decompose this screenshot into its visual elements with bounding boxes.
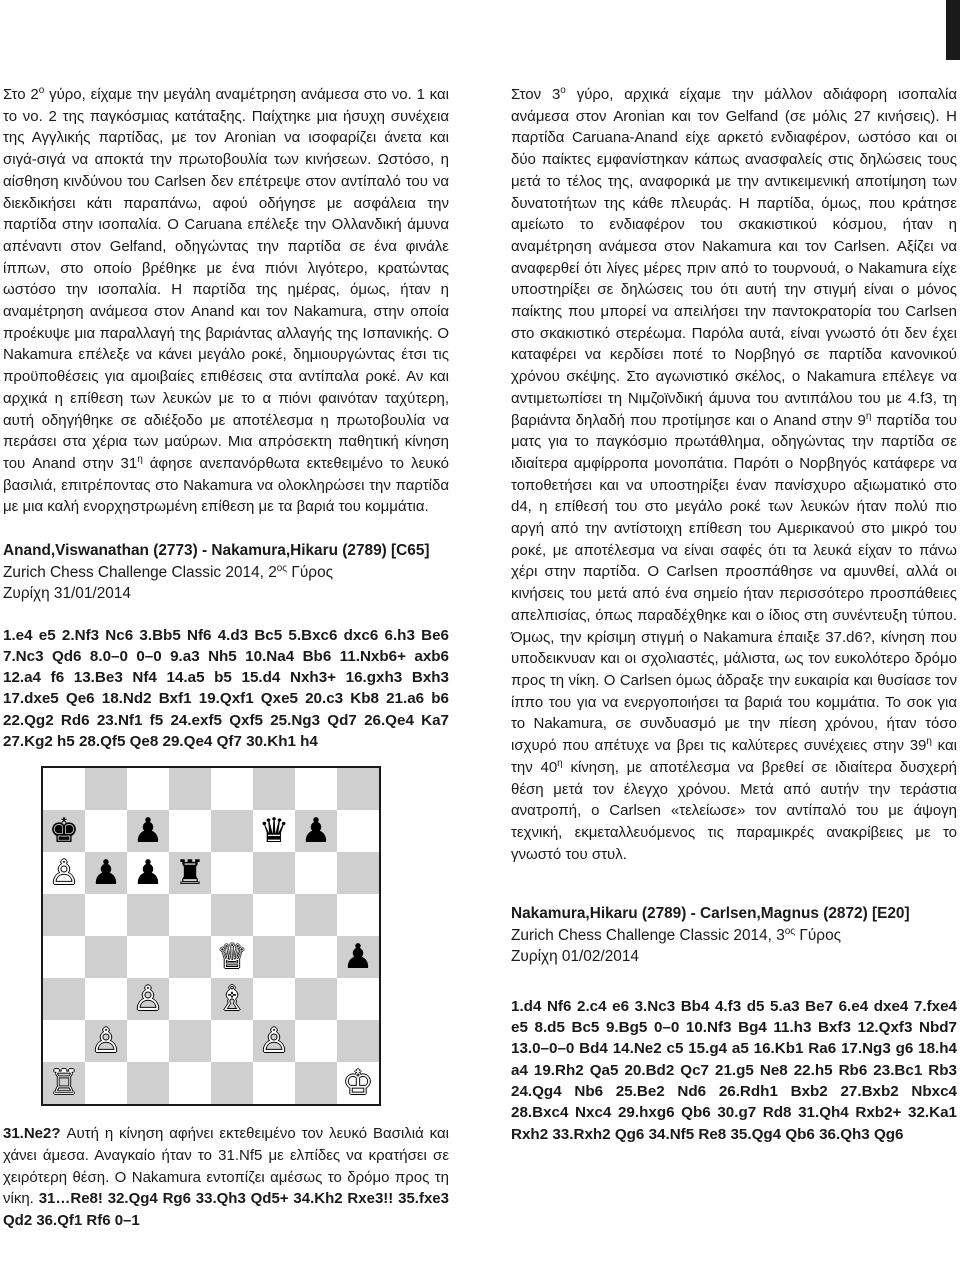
piece-wk-icon: ♔ — [342, 1063, 374, 1104]
square-e3 — [211, 978, 253, 1020]
square-b5 — [85, 894, 127, 936]
square-c4 — [127, 936, 169, 978]
left-column — [3, 84, 449, 1232]
square-b7 — [85, 810, 127, 852]
square-g6 — [295, 852, 337, 894]
square-c8 — [127, 768, 169, 810]
right-column — [511, 84, 957, 1145]
square-g2 — [295, 1020, 337, 1062]
game-moves: 1.d4 Nf6 2.c4 e6 3.Nc3 Bb4 4.f3 d5 5.a3 Be7 6.e4 dxe4 7.fxe4 e5 8.d5 Bc5 9.Bg5 0–0 10.Nf3 Bg4 11.h3 Bxf3 12.Qxf3 Nbd7 13.0–0–0 Bd4 14.Ne2 c5 15.g4 a5 16.Kb1 Ra6 17.Ng3 g6 18.h4 a4 19.Rh2 Qa5 20.Bd2 Qc7 21.g5 Ne8 22.h5 Rb6 23.Bc1 Rb3 24.Qg4 Nb6 25.Be2 Nd6 26.Rdh1 Bxb2 27.Bxb2 Nbxc4 28.Bxc4 Nxc4 29.hxg6 Qb6 30.g7 Rd8 31.Qh4 Rxb2+ 32.Ka1 Rxh2 33.Rxh2 Qg6 34.Nf5 Re8 35.Qg4 Qb6 36.Qh3 Qg6 — [511, 997, 957, 1143]
piece-wp-icon: ♙ — [258, 1021, 290, 1062]
square-d2 — [169, 1020, 211, 1062]
game-header-nakamura-carlsen — [511, 903, 957, 968]
game-moves: 1.e4 e5 2.Nf3 Nc6 3.Bb5 Nf6 4.d3 Bc5 5.Bxc6 dxc6 6.h3 Be6 7.Nc3 Qd6 8.0–0 0–0 9.a3 Nh5 10.Na4 Bb6 11.Nxb6+ axb6 12.a4 f6 13.Be3 Nf4 14.a5 b5 15.d4 Nxh3+ 16.gxh3 Bxh3 17.dxe5 Qe6 18.Nd2 Bxf1 19.Qxf1 Qxe5 20.c3 Kb8 21.a6 b6 22.Qg2 Rd6 23.Nf1 f5 24.exf5 Qxf5 25.Ng3 Qd7 26.Qe4 Ka7 27.Kg2 h5 28.Qf5 Qe8 29.Qe4 Qf7 30.Kh1 h4 — [3, 626, 449, 751]
square-d4 — [169, 936, 211, 978]
square-c2 — [127, 1020, 169, 1062]
square-b4 — [85, 936, 127, 978]
square-d6 — [169, 852, 211, 894]
square-e7 — [211, 810, 253, 852]
square-b3 — [85, 978, 127, 1020]
square-d3 — [169, 978, 211, 1020]
game-header-anand-nakamura — [3, 540, 449, 605]
piece-bp-icon: ♟ — [132, 811, 164, 852]
piece-wr-icon: ♖ — [48, 1063, 80, 1104]
square-h7 — [337, 810, 379, 852]
square-a6 — [43, 852, 85, 894]
square-f8 — [253, 768, 295, 810]
square-f1 — [253, 1062, 295, 1104]
square-h4 — [337, 936, 379, 978]
square-e6 — [211, 852, 253, 894]
square-g5 — [295, 894, 337, 936]
square-g7 — [295, 810, 337, 852]
square-e8 — [211, 768, 253, 810]
game-place-date: Ζυρίχη 31/01/2014 — [3, 585, 131, 603]
square-b8 — [85, 768, 127, 810]
chess-diagram — [41, 766, 449, 1106]
round3-paragraph: Στον $3^o$ γύρο, αρχικά είχαμε την μάλλον αδιάφορη ισοπαλία ανάμεσα στον Aronian και τον Gelfand (σε μόλις 27 κινήσεις). Η παρτίδα Caruana-Anand είχε αρκετό ενδιαφέρον, ωστόσο και οι δύο παίκτες εμφανίστηκαν κάπως ανασφαλείς στις δηλώσεις τους μετά το τέλος της, αναφορικά με την αντικειμενική αποτίμηση των δυνατοτήτων της κάθε πλευράς. Η παρτίδα, όμως, που κράτησε αμείωτο το ενδιαφέρον του σκακιστικού κόσμου, ήταν η αναμέτρηση ανάμεσα στον Nakamura και τον Carlsen. Αξίζει να αναφερθεί ότι λίγες μέρες πριν από το τουρνουά, ο Nakamura είχε υποστηρίξει σε δηλώσεις του ότι αυτή την στιγμή είναι ο μόνος παίκτης που μπορεί να απειλήσει την παντοκρατορία του Carlsen στο σκακιστικό στερέωμα. Παρόλα αυτά, είναι γνωστό ότι δεν έχει καταφέρει να κερδίσει ποτέ το Νορβηγό σε παρτίδα κανονικού χρόνου σκέψης. Στο αγωνιστικό σκέλος, ο Nakamura επέλεγε να αντιμετωπίσει τη Νιμζοϊνδική άμυνα του αντιπάλου του με 4.f3, τη βαριάντα δηλαδή που προτίμησε και ο Anand στην $9^\eta$ παρτίδα του ματς για το παγκόσμιο πρωτάθλημα, οδηγώντας την παρτίδα σε ιδιαίτερα αμφίρροπα μονοπάτια. Παρότι ο Νορβηγός κατάφερε να τοποθετήσει και να υποστηρίξει έναν πανίσχυρο αξιωματικό στο d4, η επίθεσή του στο μεγάλο ροκέ των λευκών ήταν πολύ πιο αργή από την αντίστοιχη επίθεση του Αμερικανού στο μικρό του ροκέ, με αποτέλεσμα να είναι σαφές ότι τα λευκά είχαν το πάνω χέρι στην παρτίδα. Ο Carlsen προσπάθησε να αμυνθεί, αλλά οι κινήσεις του μετά από ένα σημείο ήταν περισσότερο προσπάθειες απελπισίας, όπως παραδέχθηκε και ο ίδιος στη συνέντευξη τύπου. Όμως, την κρίσιμη στιγμή ο Nakamura έπαιξε 37.d6?, κίνηση που υποδεικνυαν και οι σχολιαστές, μάλιστα, ως τον ευκολότερο δρόμο προς τη νίκη. Ο Carlsen όμως άδραξε την ευκαιρία και θυσίασε τον ίππο του για να ενεργοποιήσει τα βαριά του κομμάτια. Το σοκ για το Nakamura, σε συνδυασμό με την πίεση χρόνου, ήταν τόσο ισχυρό που απέτυχε να βρει τις καλύτερες συνέχειες στην $39^\eta$ και την $40^\eta$ κίνηση, με αποτέλεσμα να βρεθεί σε ιδιαίτερα δυσχερή θέση μετά τον έλεγχο χρόνου. Μετά από αυτήν την τεράστια ανατροπή, ο Carlsen «τελείωσε» τον αντίπαλό του με άψογη τεχνική, εκμεταλλευόμενος τις παραμικρές ανακρίβειες με το γνωστό του στυλ. — [511, 85, 958, 863]
square-h1 — [337, 1062, 379, 1104]
piece-wp-icon: ♙ — [90, 1021, 122, 1062]
square-g8 — [295, 768, 337, 810]
square-e1 — [211, 1062, 253, 1104]
post-diagram-commentary: 31.Ne2? Αυτή η κίνηση αφήνει εκτεθειμένο τον λευκό Βασιλιά και χάνει άμεσα. Αναγκαίο ήταν το 31.Nf5 με ελπίδες να κρατήσει σε χειρότερη θέση. Ο Nakamura εντοπίζει αμέσως το δρόμο προς τη νίκη. 31…Re8! 32.Qg4 Rg6 33.Qh3 Qd5+ 34.Kh2 Rxe3!! 35.fxe3 Qd2 36.Qf1 Rf6 0–1 — [3, 1125, 449, 1230]
piece-bp-icon: ♟ — [90, 853, 122, 894]
round2-paragraph: Στο $2^o$ γύρο, είχαμε την μεγάλη αναμέτρηση ανάμεσα στο νο. 1 και το νο. 2 της παγκόσμιας κατάταξης. Παίχτηκε μια ήσυχη συνέχεια της Αγγλικής παρτίδας, με τον Aronian να ισοφαρίζει άνετα και σιγά-σιγά να αποκτά την πρωτοβουλία των κινήσεων. Ωστόσο, η αίσθηση κινδύνου του Carlsen δεν επέτρεψε στον αντίπαλό του να διεκδικήσει κάτι παραπάνω, αφού οδήγησε με ασφάλεια την παρτίδα στην ισοπαλία. Ο Caruana επέλεξε την Ολλανδική άμυνα απέναντι στον Gelfand, οδηγώντας την παρτίδα σε ένα φινάλε ίππων, στο οποίο βρέθηκε με ένα πιόνι λιγότερο, κρατώντας ωστόσο την ισοπαλία. Η παρτίδα της ημέρας, όμως, ήταν η αναμέτρηση ανάμεσα στον Anand και τον Nakamura, στην οποία προέκυψε μια παραλλαγή της βαριάντας αλλαγής της Ισπανικής. Ο Nakamura επέλεξε να κάνει μεγάλο ροκέ, δημιουργώντας έτσι τις προϋποθέσεις για αμοιβαίες επιθέσεις στα αντίπαλα ροκέ. Αν και αρχικά η επίθεση των λευκών με το α πιόνι φαινόταν ταχύτερη, αυτή οδηγήθηκε σε αδιέξοδο με αποτέλεσμα η πρωτοβουλία να περάσει στα χέρια των μαύρων. Μια απρόσεκτη παθητική κίνηση του Anand στην $31^\eta$ άφησε ανεπανόρθωτα εκτεθειμένο το λευκό βασιλιά, επιτρέποντας στο Nakamura να ολοκληρώσει την παρτίδα με μια καλή ενορχηστρωμένη επίθεση με τα βαριά του κομμάτια. — [3, 85, 450, 516]
square-e5 — [211, 894, 253, 936]
piece-bk-icon: ♚ — [48, 811, 80, 852]
square-a3 — [43, 978, 85, 1020]
square-f7 — [253, 810, 295, 852]
corner-mark — [946, 0, 960, 60]
game-title: Nakamura,Hikaru (2789) - Carlsen,Magnus (2872) [E20] — [511, 905, 910, 923]
square-b1 — [85, 1062, 127, 1104]
game-title: Anand,Viswanathan (2773) - Nakamura,Hikaru (2789) [C65] — [3, 542, 430, 560]
square-b6 — [85, 852, 127, 894]
square-g1 — [295, 1062, 337, 1104]
square-d8 — [169, 768, 211, 810]
square-f6 — [253, 852, 295, 894]
piece-wp-icon: ♙ — [48, 853, 80, 894]
piece-bq-icon: ♛ — [258, 811, 290, 852]
square-c3 — [127, 978, 169, 1020]
game-place-date: Ζυρίχη 01/02/2014 — [511, 948, 639, 966]
piece-bp-icon: ♟ — [132, 853, 164, 894]
square-c6 — [127, 852, 169, 894]
game-event: Zurich Chess Challenge Classic 2014, $2^{o\varsigma}$ Γύρος — [3, 562, 334, 581]
square-f4 — [253, 936, 295, 978]
square-a8 — [43, 768, 85, 810]
square-a2 — [43, 1020, 85, 1062]
square-h8 — [337, 768, 379, 810]
square-f2 — [253, 1020, 295, 1062]
square-a1 — [43, 1062, 85, 1104]
piece-wb-icon: ♗ — [216, 979, 248, 1020]
square-d7 — [169, 810, 211, 852]
piece-wq-icon: ♕ — [216, 937, 248, 978]
square-b2 — [85, 1020, 127, 1062]
square-e4 — [211, 936, 253, 978]
square-d5 — [169, 894, 211, 936]
square-a7 — [43, 810, 85, 852]
piece-bp-icon: ♟ — [300, 811, 332, 852]
game-event: Zurich Chess Challenge Classic 2014, $3^{o\varsigma}$ Γύρος — [511, 925, 842, 944]
square-h6 — [337, 852, 379, 894]
piece-bp-icon: ♟ — [342, 937, 374, 978]
square-h2 — [337, 1020, 379, 1062]
square-h3 — [337, 978, 379, 1020]
square-c5 — [127, 894, 169, 936]
chess-board — [41, 766, 381, 1106]
square-h5 — [337, 894, 379, 936]
square-e2 — [211, 1020, 253, 1062]
square-a4 — [43, 936, 85, 978]
square-g4 — [295, 936, 337, 978]
square-f3 — [253, 978, 295, 1020]
piece-br-icon: ♜ — [174, 853, 206, 894]
square-d1 — [169, 1062, 211, 1104]
square-f5 — [253, 894, 295, 936]
square-g3 — [295, 978, 337, 1020]
square-c1 — [127, 1062, 169, 1104]
square-a5 — [43, 894, 85, 936]
piece-wp-icon: ♙ — [132, 979, 164, 1020]
square-c7 — [127, 810, 169, 852]
